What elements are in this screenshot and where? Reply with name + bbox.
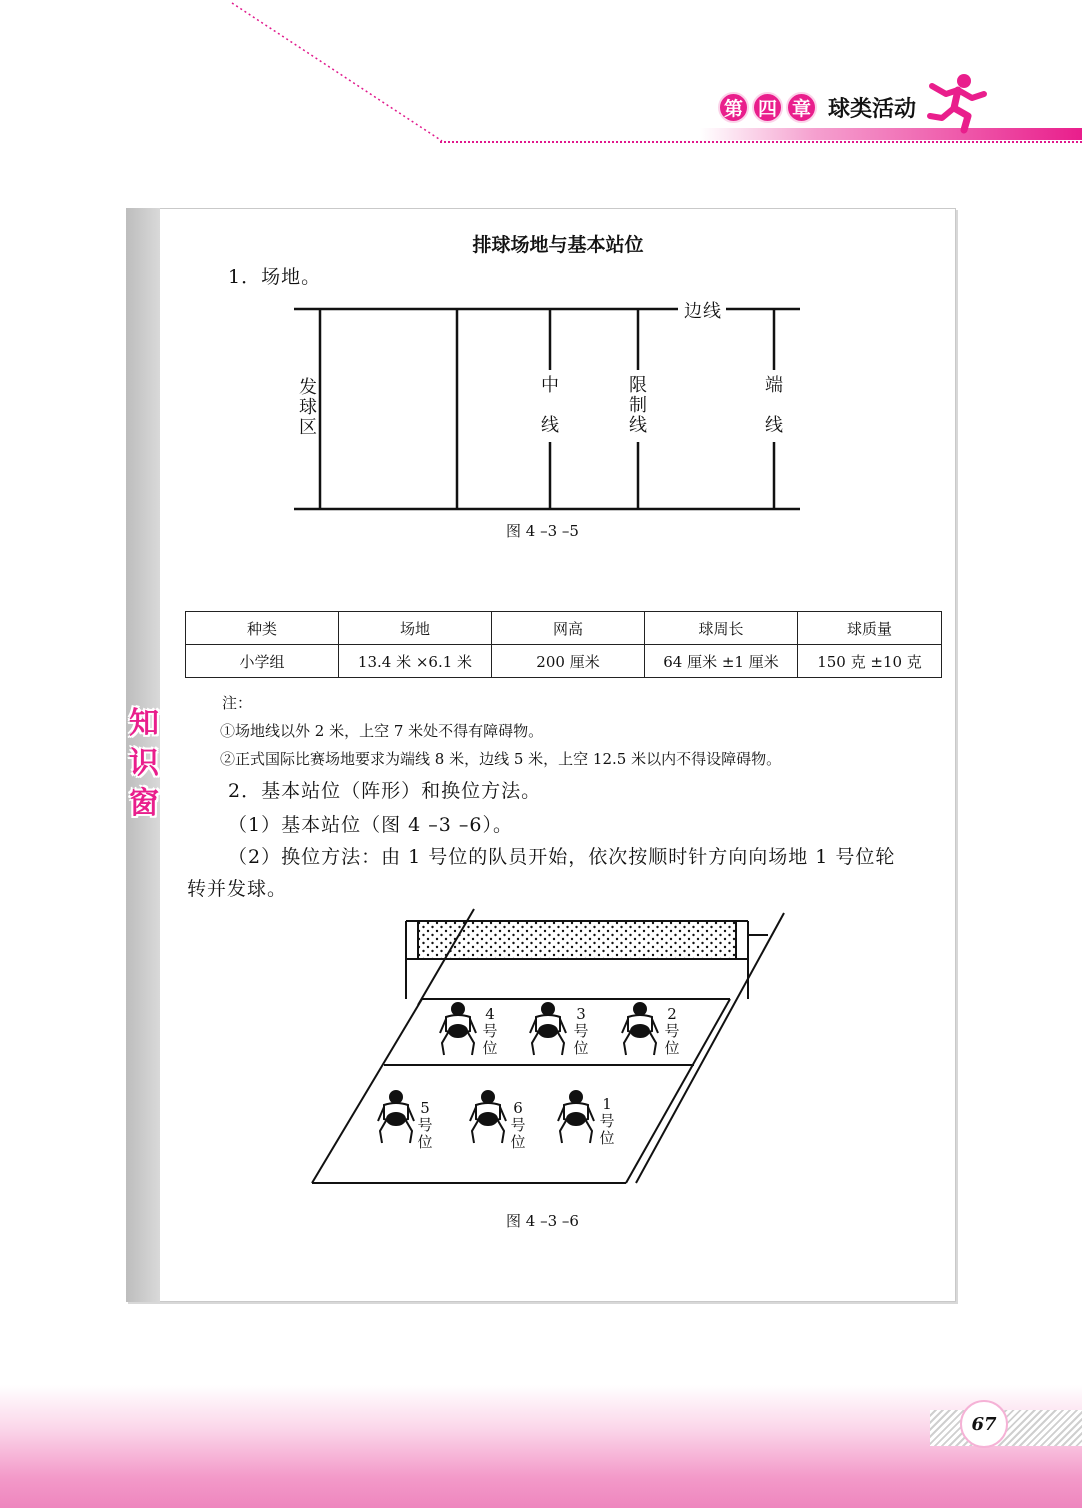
- position-num: 5: [420, 1099, 430, 1117]
- note-label: 注：: [222, 694, 253, 712]
- sub-item-2-line-2: 转并发球。: [187, 878, 288, 900]
- position-char: 位: [510, 1133, 526, 1151]
- restrict-line-char: 线: [629, 415, 647, 436]
- table-header-cell: 网高: [492, 612, 645, 645]
- table-cell: 64 厘米 ±1 厘米: [645, 645, 798, 678]
- position-char: 位: [482, 1039, 498, 1057]
- section-2-heading: 2．基本站位（阵形）和换位方法。: [228, 780, 542, 802]
- sub-item-2-line-1: （2）换位方法：由 1 号位的队员开始，依次按顺时针方向向场地 1 号位轮: [228, 846, 896, 868]
- sidebar-char-2: 识: [129, 746, 159, 781]
- center-line-char: 中: [541, 375, 559, 396]
- position-4-label: [482, 1006, 498, 1057]
- position-char: 号: [482, 1022, 498, 1040]
- table-row: [186, 645, 942, 678]
- position-char: 位: [664, 1039, 680, 1057]
- sidebar-char-1: 知: [129, 706, 159, 741]
- chapter-char-1: 第: [718, 92, 749, 123]
- header-dotted-line: [440, 141, 1082, 143]
- position-num: 2: [667, 1005, 677, 1023]
- serve-zone-char: 区: [299, 417, 317, 438]
- sub-item-1: （1）基本站位（图 4 –3 –6）。: [228, 814, 513, 836]
- end-line-char: 线: [765, 415, 783, 436]
- position-num: 1: [602, 1095, 612, 1113]
- position-3-label: [573, 1006, 589, 1057]
- sideline-label: 边线: [684, 301, 722, 322]
- center-line-char: 线: [541, 415, 559, 436]
- position-5-label: [417, 1100, 433, 1151]
- header-diagonal-dots: [230, 0, 450, 145]
- position-char: 位: [573, 1039, 589, 1057]
- position-num: 6: [513, 1099, 523, 1117]
- position-char: 位: [599, 1129, 615, 1147]
- table-header-cell: 种类: [186, 612, 339, 645]
- footer-gradient: [0, 1385, 1082, 1508]
- chapter-char-2: 四: [752, 92, 783, 123]
- position-1-label: [599, 1096, 615, 1147]
- figure-caption-2: 图 4 –3 –6: [506, 1212, 579, 1230]
- position-char: 位: [417, 1133, 433, 1151]
- page-number: 67: [960, 1400, 1008, 1448]
- restrict-line-char: 制: [629, 395, 647, 416]
- position-6-label: [510, 1100, 526, 1151]
- position-char: 号: [664, 1022, 680, 1040]
- serve-zone-char: 发: [299, 377, 317, 398]
- chapter-char-3: 章: [786, 92, 817, 123]
- center-line-label: [539, 370, 561, 442]
- note-2: ②正式国际比赛场地要求为端线 8 米，边线 5 米，上空 12.5 米以内不得设障碍物。: [220, 750, 782, 768]
- end-line-char: 端: [765, 375, 783, 396]
- header-gradient-bar: [700, 128, 1082, 140]
- table-cell: 13.4 米 ×6.1 米: [339, 645, 492, 678]
- position-char: 号: [510, 1116, 526, 1134]
- serve-zone-label: [297, 378, 319, 438]
- figure-caption-1: 图 4 –3 –5: [506, 522, 579, 540]
- section-1-heading: 1．场地。: [228, 266, 322, 288]
- runner-icon: [924, 72, 990, 134]
- positions-diagram: [300, 905, 800, 1195]
- table-cell: 200 厘米: [492, 645, 645, 678]
- restrict-line-label: [627, 370, 649, 442]
- end-line-label: [763, 370, 785, 442]
- chapter-heading: [718, 92, 916, 123]
- chapter-title: 球类活动: [828, 97, 917, 122]
- position-char: 号: [573, 1022, 589, 1040]
- note-1: ①场地线以外 2 米，上空 7 米处不得有障碍物。: [220, 722, 544, 740]
- position-2-label: [664, 1006, 680, 1057]
- table-cell: 小学组: [186, 645, 339, 678]
- position-char: 号: [417, 1116, 433, 1134]
- position-num: 4: [485, 1005, 495, 1023]
- table-header-row: [186, 612, 942, 645]
- table-header-cell: 球周长: [645, 612, 798, 645]
- position-num: 3: [576, 1005, 586, 1023]
- table-header-cell: 场地: [339, 612, 492, 645]
- table-cell: 150 克 ±10 克: [798, 645, 942, 678]
- serve-zone-char: 球: [299, 397, 317, 418]
- section-title: 排球场地与基本站位: [472, 234, 644, 256]
- position-char: 号: [599, 1112, 615, 1130]
- restrict-line-char: 限: [629, 375, 647, 396]
- table-header-cell: 球质量: [798, 612, 942, 645]
- spec-table: [185, 611, 942, 678]
- sidebar-char-3: 窗: [129, 786, 159, 821]
